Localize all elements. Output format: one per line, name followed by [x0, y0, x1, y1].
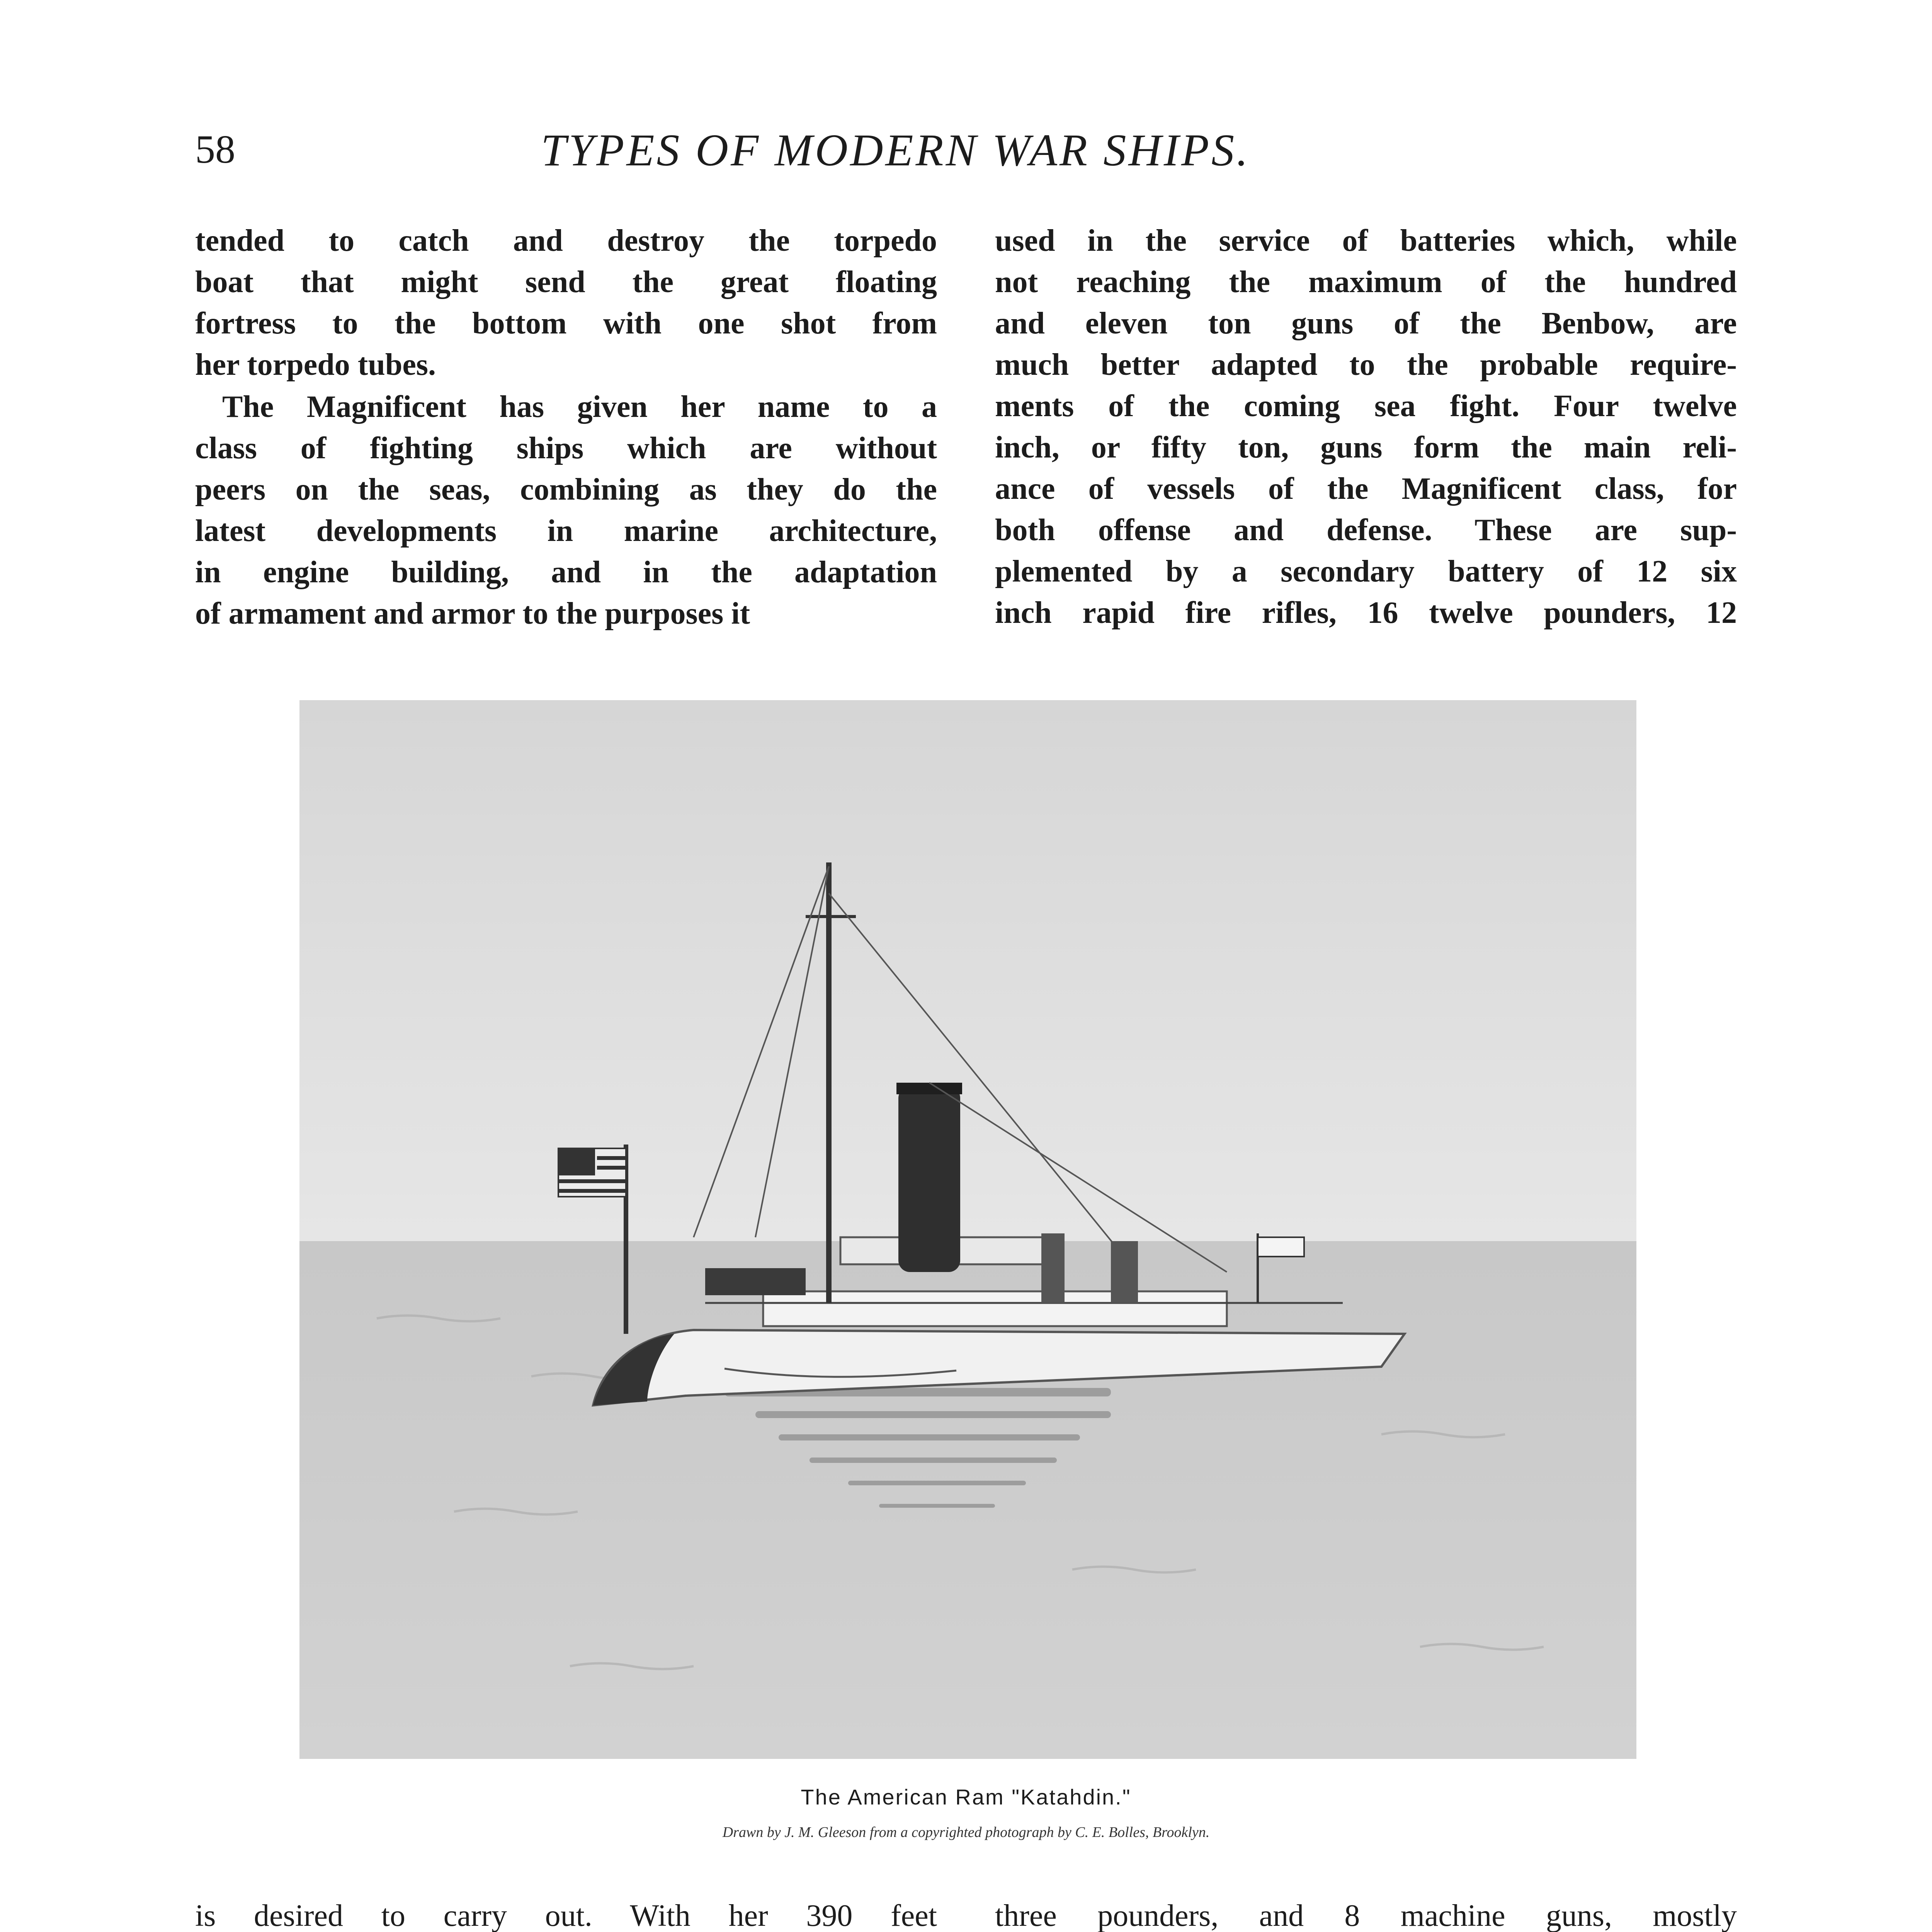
text-line: ance of vessels of the Magnificent class, for	[995, 472, 1737, 506]
text-line: used in the service of batteries which, while	[995, 224, 1737, 258]
lower-right-paragraph-1	[995, 1895, 1737, 1932]
text-line: latest developments in marine architecture,	[195, 514, 937, 548]
upper-left-paragraph-1	[195, 220, 937, 386]
ram-katahdin-drawing	[299, 700, 1636, 1759]
text-line: ments of the coming sea fight. Four twelve	[995, 389, 1737, 423]
text-line: not reaching the maximum of the hundred	[995, 265, 1737, 299]
text-line: tended to catch and destroy the torpedo	[195, 224, 937, 258]
text-line: and eleven ton guns of the Benbow, are	[995, 306, 1737, 340]
text-line: fortress to the bottom with one shot from	[195, 306, 937, 340]
running-title: TYPES OF MODERN WAR SHIPS.	[541, 125, 1250, 175]
text-line: both offense and defense. These are sup-	[995, 513, 1737, 547]
lower-left-paragraph-1	[195, 1895, 937, 1932]
upper-left-paragraph-2	[195, 386, 937, 634]
figure-credit: Drawn by J. M. Gleeson from a copyrighted photograph by C. E. Bolles, Brooklyn.	[722, 1824, 1210, 1840]
text-line: much better adapted to the probable require-	[995, 348, 1737, 382]
text-line: plemented by a secondary battery of 12 six	[995, 554, 1737, 588]
ship-illustration	[299, 700, 1636, 1759]
text-line: in engine building, and in the adaptation	[195, 555, 937, 589]
text-line: is desired to carry out. With her 390 feet	[195, 1899, 937, 1932]
text-line: class of fighting ships which are without	[195, 431, 937, 465]
text-line: inch, or fifty ton, guns form the main reli-	[995, 430, 1737, 464]
text-line: of armament and armor to the purposes it	[195, 597, 750, 631]
figure-caption: The American Ram "Katahdin."	[801, 1785, 1131, 1809]
text-line: peers on the seas, combining as they do the	[195, 473, 937, 507]
text-line: boat that might send the great floating	[195, 265, 937, 299]
text-line: three pounders, and 8 machine guns, mostly	[995, 1899, 1737, 1932]
page-number: 58	[195, 127, 235, 172]
text-line: The Magnificent has given her name to a	[222, 390, 937, 424]
text-line: her torpedo tubes.	[195, 348, 436, 382]
text-line: inch rapid fire rifles, 16 twelve pounders, 12	[995, 596, 1737, 630]
sky	[299, 700, 1636, 1241]
upper-right-paragraph-1	[995, 220, 1737, 634]
